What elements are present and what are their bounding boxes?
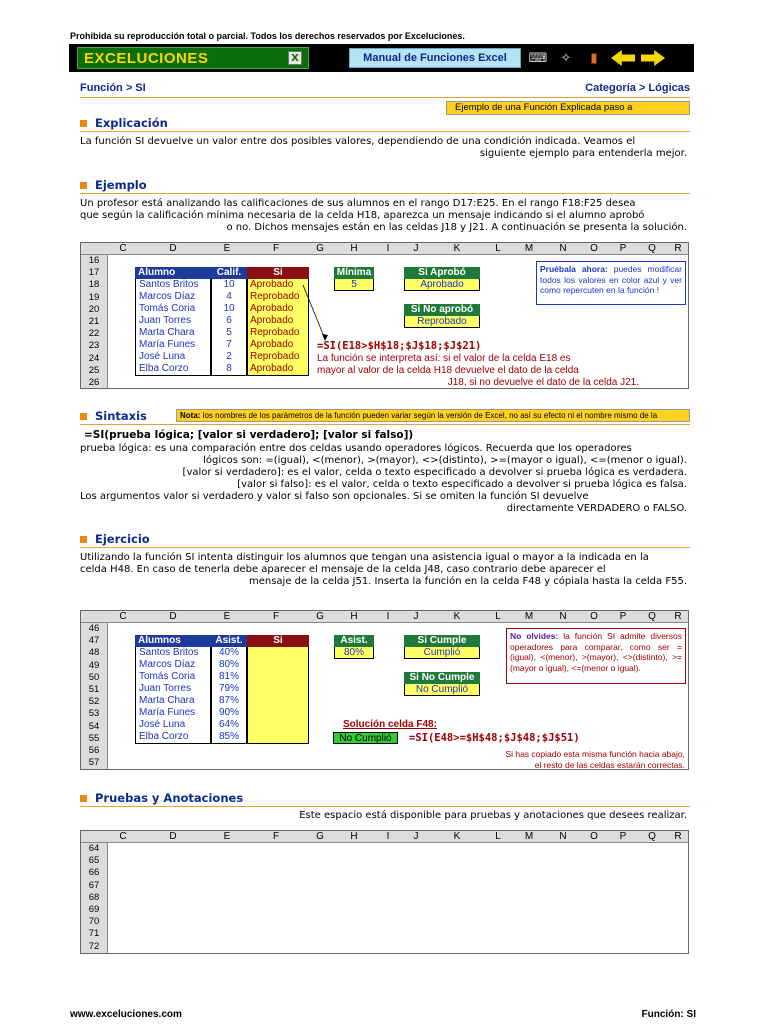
col-q[interactable]: Q [648,243,656,254]
divider [80,193,690,194]
student-name[interactable]: Tomás Coria [139,671,196,682]
syntax-line: =SI(prueba lógica; [valor si verdadero]; [valor si falso]) [84,429,414,441]
student-name[interactable]: Juan Torres [139,683,192,694]
syntax-prueba-2: lógicos son: =(igual), <(menor), >(mayor), <>(distinto), >=(mayor o igual), <=(menor o igual). [203,455,687,466]
col-n[interactable]: N [559,243,567,254]
row-number[interactable]: 53 [88,708,100,720]
row-number[interactable]: 69 [88,904,100,916]
section-pruebas [80,791,243,805]
row-number[interactable]: 20 [88,303,100,315]
student-value[interactable]: 4 [226,291,232,302]
divider [80,97,690,98]
col-h[interactable]: H [350,831,358,842]
syntax-opcionales-2: directamente VERDADERO o FALSO. [506,503,687,514]
breadcrumb-function: Función > SI [80,82,146,94]
student-value[interactable]: 81% [218,671,239,682]
explain-line1: La función se interpreta así: si el valor de la celda E18 es [317,353,571,364]
col-l[interactable]: L [495,831,501,842]
col-d[interactable]: D [169,243,177,254]
header-cumple[interactable]: Si Cumple [404,635,480,647]
spreadsheet-example [80,242,689,389]
col-c[interactable]: C [119,831,127,842]
student-name[interactable]: Juan Torres [139,315,192,326]
header-minima[interactable]: Mínima [334,267,374,279]
syntax-falso: [valor si falso]: es el valor, celda o texto especificado a devolver si prueba lógica es falsa. [237,479,687,490]
student-value[interactable]: 64% [218,719,239,730]
column-header-row [81,611,688,623]
manual-title[interactable]: Manual de Funciones Excel [349,48,521,68]
header-si[interactable]: Si [247,635,309,647]
col-r[interactable]: R [674,831,682,842]
col-r[interactable]: R [674,611,682,622]
cumple-cell[interactable]: Cumplió [404,647,480,659]
student-value[interactable]: 6 [226,315,232,326]
col-g[interactable]: G [316,611,324,622]
solucion-formula[interactable]: =SI(E48>=$H$48;$J$48;$J$51) [409,732,580,744]
result-cell[interactable]: Aprobado [250,279,294,290]
student-value[interactable]: 5 [226,327,232,338]
row-number[interactable]: 49 [88,659,100,671]
row-number[interactable]: 55 [88,732,100,744]
student-name[interactable]: María Funes [139,339,196,350]
col-n[interactable]: N [559,611,567,622]
col-g[interactable]: G [316,243,324,254]
student-value[interactable]: 80% [218,659,239,670]
row-number[interactable]: 64 [88,843,100,854]
col-o[interactable]: O [590,611,598,622]
section-title: Explicación [95,116,168,130]
row-number[interactable]: 56 [88,745,100,757]
books-icon[interactable]: ▮ [590,50,598,66]
col-j[interactable]: J [413,611,419,622]
col-r[interactable]: R [674,243,682,254]
col-q[interactable]: Q [648,831,656,842]
bullet-icon [80,182,87,189]
col-e[interactable]: E [223,243,231,254]
breadcrumb-category: Categoría > Lógicas [585,82,690,94]
footer-function: Función: SI [641,1009,696,1020]
student-value[interactable]: 79% [218,683,239,694]
si-column [247,279,309,376]
section-explicacion [80,116,168,130]
syntax-opcionales: Los argumentos valor si verdadero y valor si falso son opcionales. Si se omiten la función SI devuelve [80,491,589,502]
ejercicio-line3: mensaje de la celda J51. Inserta la función en la celda F48 y cópiala hasta la celda F55. [248,576,687,587]
footer-website[interactable]: www.exceluciones.com [70,1009,182,1020]
calif-column [211,279,247,376]
brand-logo[interactable] [77,47,309,69]
row-number[interactable]: 66 [88,867,100,879]
sintaxis-note [176,409,690,422]
col-l[interactable]: L [495,243,501,254]
section-title: Pruebas y Anotaciones [95,791,244,805]
result-cell[interactable]: Aprobado [250,339,294,350]
header-asist[interactable]: Asist. [211,635,247,647]
student-name[interactable]: Elba Corzo [139,363,189,374]
student-name[interactable]: María Funes [139,707,196,718]
explain-line3: J18, si no devuelve el dato de la celda J21. [447,377,639,388]
col-e[interactable]: E [223,831,231,842]
student-name[interactable]: Marcos Díaz [139,291,196,302]
olvides-label: No olvides: [510,631,559,641]
aprobo-cell[interactable]: Aprobado [404,279,480,291]
excel-icon: X [288,51,302,65]
note-label: Nota: [180,411,201,420]
row-number[interactable]: 50 [88,671,100,683]
student-name[interactable]: Santos Britos [139,279,199,290]
header-no-aprobo[interactable]: Si No aprobó [404,304,480,316]
pruebala-label: Pruébala ahora: [540,264,608,274]
no-aprobo-cell[interactable]: Reprobado [404,316,480,328]
row-numbers [81,843,108,953]
no-cumple-cell[interactable]: No Cumplió [404,684,480,696]
student-name[interactable]: José Luna [139,719,186,730]
formula-example[interactable]: =SI(E18>$H$18;$J$18;$J$21) [317,340,482,352]
student-value[interactable]: 7 [226,339,232,350]
col-m[interactable]: M [524,243,534,254]
student-name[interactable]: Marta Chara [139,695,195,706]
keyboard-icon[interactable]: ⌨ [528,50,548,66]
student-value[interactable]: 40% [218,647,239,658]
divider [80,547,690,548]
bullet-icon [80,120,87,127]
row-numbers [81,623,108,769]
col-i[interactable]: I [386,611,390,622]
olvides-box [506,628,686,684]
student-value[interactable]: 85% [218,731,239,742]
row-number[interactable]: 70 [88,916,100,928]
row-numbers [81,255,108,388]
header-alumnos[interactable]: Alumnos [135,635,211,647]
col-k[interactable]: K [453,243,461,254]
col-m[interactable]: M [524,611,534,622]
header-alumno[interactable]: Alumno [135,267,211,279]
section-title: Sintaxis [95,409,147,423]
result-cell[interactable]: Reprobado [250,327,300,338]
olvides-text: la función SI admite diversos operadores para comparar, como ser =(igual), <(menor), >(mayor), <>(distinto), >=(mayor o igual), <=(menor o igual). [510,631,682,673]
header-asist-min[interactable]: Asist. [334,635,374,647]
col-k[interactable]: K [453,611,461,622]
col-i[interactable]: I [386,831,390,842]
student-name[interactable]: Marta Chara [139,327,195,338]
pruebala-box [536,261,686,305]
row-number[interactable]: 48 [88,647,100,659]
header-banner [69,44,694,72]
result-cell[interactable]: Aprobado [250,315,294,326]
syntax-prueba: prueba lógica: es una comparación entre dos celdas usando operadores lógicos. Recuerda que los operadores [80,443,632,454]
col-l[interactable]: L [495,611,501,622]
row-number[interactable]: 25 [88,364,100,376]
si-answer-column[interactable] [247,647,309,744]
asist-column [211,647,247,744]
asist-min-cell[interactable]: 80% [334,647,374,659]
student-name[interactable]: Tomás Coria [139,303,196,314]
names-column [135,647,211,744]
result-cell[interactable]: Aprobado [250,303,294,314]
col-g[interactable]: G [316,831,324,842]
header-si[interactable]: Si [247,267,309,279]
row-number[interactable]: 57 [88,757,100,769]
result-cell[interactable]: Reprobado [250,351,300,362]
row-number[interactable]: 19 [88,291,100,303]
section-sintaxis [80,409,147,423]
col-q[interactable]: Q [648,611,656,622]
row-number[interactable]: 71 [88,928,100,940]
header-no-cumple[interactable]: Si No Cumple [404,672,480,684]
explicacion-line2: siguiente ejemplo para entenderla mejor. [479,148,687,159]
syntax-verdadero: [valor si verdadero]: es el valor, celda o texto especificado a devolver si prueba lógica es verdadera. [182,467,687,478]
divider [80,131,690,132]
copied-line2: el resto de las celdas estarán correctas. [534,760,685,770]
row-number[interactable]: 72 [88,940,100,952]
col-h[interactable]: H [350,611,358,622]
col-e[interactable]: E [223,611,231,622]
row-number[interactable]: 52 [88,696,100,708]
pointer-arrow-icon [301,283,331,343]
row-number[interactable]: 21 [88,316,100,328]
divider [80,424,690,425]
col-h[interactable]: H [350,243,358,254]
minima-cell[interactable]: 5 [334,279,374,291]
col-p[interactable]: P [619,611,627,622]
section-ejemplo [80,178,147,192]
row-number[interactable]: 18 [88,279,100,291]
copied-line1: Si has copiado esta misma función hacia abajo, [505,749,685,759]
column-header-row [81,243,688,255]
col-c[interactable]: C [119,611,127,622]
pruebas-text: Este espacio está disponible para pruebas y anotaciones que desees realizar. [299,810,687,821]
copyright-notice: Prohibida su reproducción total o parcial. Todos los derechos reservados por Exceluciones. [70,31,465,41]
col-o[interactable]: O [590,243,598,254]
pruebala-text: puedes modificar todos los valores en color azul y ver como repercuten en la función ! [540,264,682,295]
student-value[interactable]: 8 [226,363,232,374]
col-k[interactable]: K [453,831,461,842]
col-i[interactable]: I [386,243,390,254]
row-number[interactable]: 51 [88,684,100,696]
ejemplo-line1: Un profesor está analizando las calificaciones de sus alumnos en el rango D17:E25. En el rango F18:F25 desea [80,198,636,209]
section-ejercicio [80,532,150,546]
row-number[interactable]: 23 [88,340,100,352]
row-number[interactable]: 16 [88,255,100,266]
student-value[interactable]: 10 [223,279,235,290]
header-calif[interactable]: Calif. [211,267,247,279]
ejercicio-line2: celda H48. En caso de tenerla debe aparecer el mensaje de la celda J48, caso contrario debe aparecer el [80,564,606,575]
result-cell[interactable]: Aprobado [250,363,294,374]
col-p[interactable]: P [619,831,627,842]
bullet-icon [80,413,87,420]
section-title: Ejercicio [95,532,150,546]
spreadsheet-notes[interactable] [80,830,689,954]
bullet-icon [80,795,87,802]
ejemplo-line3: o no. Dichos mensajes están en las celdas J18 y J21. A continuación se presenta la solución. [226,222,687,233]
row-number[interactable]: 47 [88,635,100,647]
header-aprobo[interactable]: Si Aprobó [404,267,480,279]
col-c[interactable]: C [119,243,127,254]
col-o[interactable]: O [590,831,598,842]
names-column [135,279,211,376]
column-header-row [81,831,688,843]
row-number[interactable]: 26 [88,377,100,389]
arrow-right-icon[interactable] [641,50,665,66]
row-number[interactable]: 22 [88,328,100,340]
row-number[interactable]: 67 [88,879,100,891]
bullet-icon [80,536,87,543]
ejemplo-line2: que según la calificación mínima necesaria de la celda H18, aparezca un mensaje indicando si el alumno aprobó [80,210,645,221]
col-f[interactable]: F [272,243,280,254]
note-text: los nombres de los parámetros de la función pueden variar según la versión de Excel, no así su efecto ni el nombre mismo de la [202,411,658,420]
row-number[interactable]: 54 [88,720,100,732]
telescope-icon[interactable]: ✧ [560,50,572,66]
col-d[interactable]: D [169,831,177,842]
row-number[interactable]: 65 [88,855,100,867]
student-value[interactable]: 10 [223,303,235,314]
brand-name: EXCELUCIONES [84,49,209,67]
solucion-label: Solución celda F48: [343,719,437,730]
row-number[interactable]: 17 [88,267,100,279]
col-j[interactable]: J [413,243,419,254]
row-number[interactable]: 68 [88,891,100,903]
col-p[interactable]: P [619,243,627,254]
row-number[interactable]: 46 [88,623,100,634]
student-name[interactable]: Elba Corzo [139,731,189,742]
section-title: Ejemplo [95,178,147,192]
example-banner: Ejemplo de una Función Explicada paso a [446,101,690,115]
student-name[interactable]: Marcos Díaz [139,659,196,670]
col-d[interactable]: D [169,611,177,622]
result-cell[interactable]: Reprobado [250,291,300,302]
col-f[interactable]: F [272,611,280,622]
explicacion-line1: La función SI devuelve un valor entre dos posibles valores, dependiendo de una condición indicada. Veamos el [80,136,636,147]
student-name[interactable]: José Luna [139,351,186,362]
ejercicio-line1: Utilizando la función SI intenta distinguir los alumnos que tengan una asistencia igual o mayor a la indicada en la [80,552,649,563]
divider [80,806,690,807]
col-j[interactable]: J [413,831,419,842]
student-name[interactable]: Santos Britos [139,647,199,658]
student-value[interactable]: 2 [226,351,232,362]
arrow-left-icon[interactable] [611,50,635,66]
col-m[interactable]: M [524,831,534,842]
solucion-cell[interactable]: No Cumplió [333,732,398,744]
row-number[interactable]: 24 [88,352,100,364]
student-value[interactable]: 90% [218,707,239,718]
student-value[interactable]: 87% [218,695,239,706]
explain-line2: mayor al valor de la celda H18 devuelve el dato de la celda [317,365,579,376]
spreadsheet-exercise [80,610,689,770]
col-f[interactable]: F [272,831,280,842]
col-n[interactable]: N [559,831,567,842]
